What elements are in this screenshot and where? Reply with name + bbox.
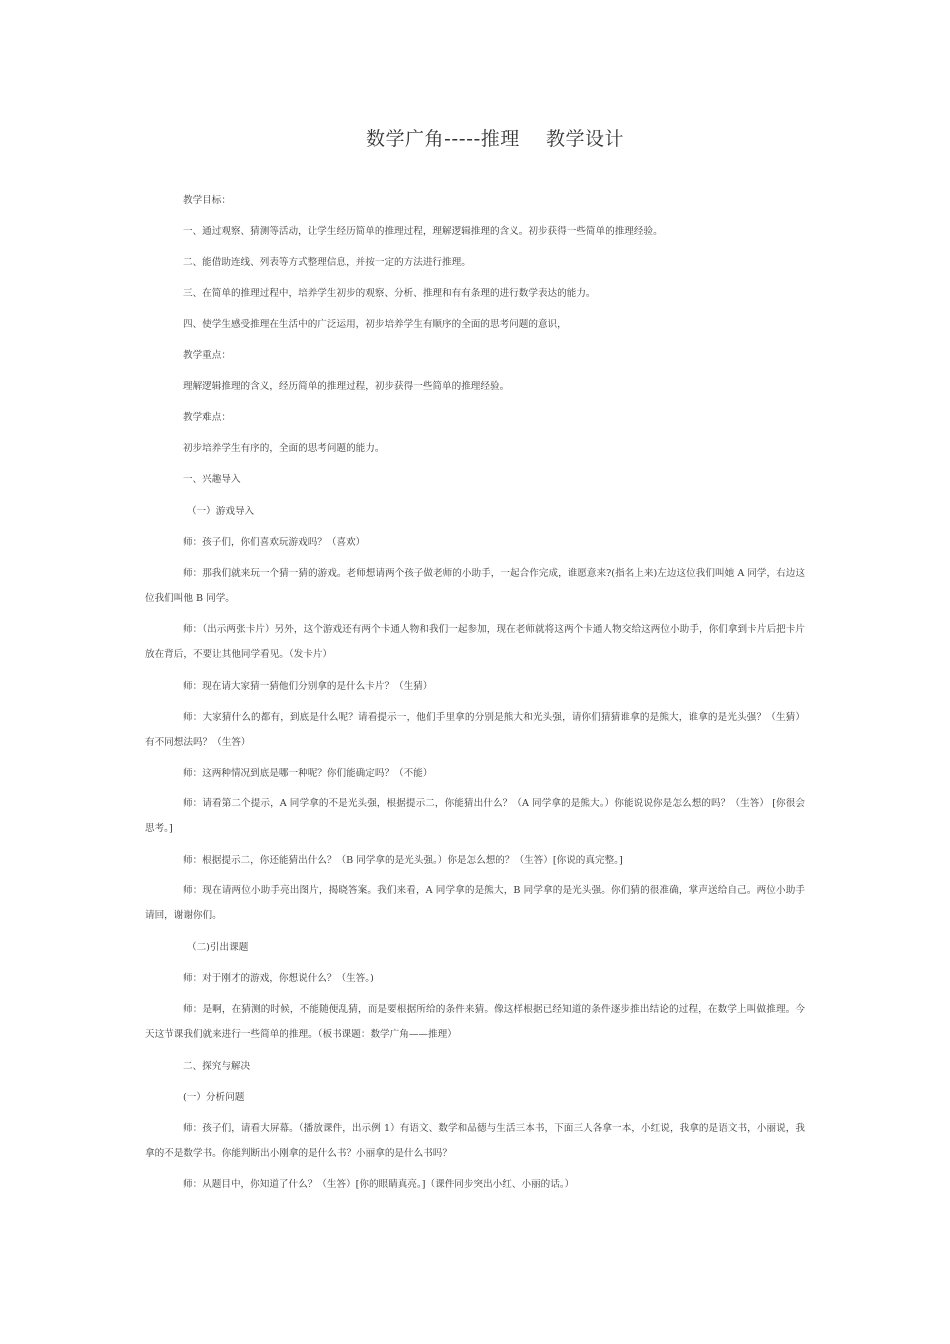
section-heading-difficulties: 教学难点： <box>183 412 231 423</box>
paragraph: 师：请看第二个提示，A 同学拿的不是光头强，根据提示二，你能猜出什么？（A 同学拿的是熊大。）你能说说你是怎么想的吗？（生答） [你很会思考。] <box>145 798 805 834</box>
section-heading: 一、兴趣导入 <box>183 474 241 485</box>
paragraph: 师：那我们就来玩一个猜一猜的游戏。老师想请两个孩子做老师的小助手，一起合作完成，谁愿意来?(指名上来)左边这位我们叫她 A 同学，右边这位我们叫他 B 同学。 <box>145 568 805 604</box>
subsection-heading: （一）游戏导入 <box>187 506 255 517</box>
paragraph: 师：（出示两张卡片）另外，这个游戏还有两个卡通人物和我们一起参加，现在老师就将这两个卡通人物交给这两位小助手，你们拿到卡片后把卡片放在背后，不要让其他同学看见。（发卡片） <box>145 624 805 660</box>
paragraph: 师：这两种情况到底是哪一种呢？你们能确定吗？（不能） <box>183 768 433 779</box>
subsection-heading: (一）分析问题 <box>183 1092 245 1103</box>
paragraph: 初步培养学生有序的，全面的思考问题的能力。 <box>183 443 385 454</box>
subsection-heading: （二)引出课题 <box>187 942 249 953</box>
section-heading-objectives: 教学目标： <box>183 195 231 206</box>
paragraph: 师：现在请大家猜一猜他们分别拿的是什么卡片？（生猜） <box>183 681 433 692</box>
paragraph: 师：大家猜什么的都有，到底是什么呢？请看提示一，他们手里拿的分别是熊大和光头强，请你们猜猜谁拿的是熊大，谁拿的是光头强？（生猜）有不同想法吗？（生答） <box>145 712 805 748</box>
paragraph: 师：对于刚才的游戏，你想说什么？（生答。) <box>183 973 374 984</box>
section-heading-key-points: 教学重点： <box>183 350 231 361</box>
paragraph: 师：现在请两位小助手亮出图片，揭晓答案。我们来看，A 同学拿的是熊大，B 同学拿的是光头强。你们猜的很准确，掌声送给自己。两位小助手请回，谢谢你们。 <box>145 885 805 921</box>
paragraph: 师：孩子们，请看大屏幕。（播放课件，出示例 1）有语文、数学和品德与生活三本书，下面三人各拿一本，小红说，我拿的是语文书，小丽说，我拿的不是数学书。你能判断出小刚拿的是什么书？小丽拿的是什么书吗？ <box>145 1123 805 1159</box>
paragraph: 理解逻辑推理的含义，经历简单的推理过程，初步获得一些简单的推理经验。 <box>183 381 510 392</box>
paragraph: 四、使学生感受推理在生活中的广泛运用，初步培养学生有顺序的全面的思考问题的意识， <box>183 319 567 330</box>
paragraph: 师：孩子们，你们喜欢玩游戏吗？（喜欢） <box>183 537 366 548</box>
paragraph: 师：根据提示二，你还能猜出什么？（B 同学拿的是光头强。）你是怎么想的？（生答）[你说的真完整。] <box>183 855 623 866</box>
paragraph: 师：是啊，在猜测的时候，不能随便乱猜，而是要根据所给的条件来猜。像这样根据已经知道的条件逐步推出结论的过程，在数学上叫做推理。今天这节课我们就来进行一些简单的推理。（板书课题：数学广角——推理） <box>145 1004 805 1040</box>
paragraph: 师：从题目中，你知道了什么？（生答）[你的眼睛真亮。]（课件同步突出小红、小丽的话。） <box>183 1179 575 1190</box>
document-title: 数学广角-----推理 教学设计 <box>366 128 624 150</box>
paragraph: 二、能借助连线、列表等方式整理信息，并按一定的方法进行推理。 <box>183 257 471 268</box>
section-heading: 二、探究与解决 <box>183 1061 251 1072</box>
paragraph: 三、在简单的推理过程中，培养学生初步的观察、分析、推理和有有条理的进行数学表达的能力。 <box>183 288 596 299</box>
paragraph: 一、通过观察、猜测等活动，让学生经历简单的推理过程，理解逻辑推理的含义。初步获得一些简单的推理经验。 <box>183 226 663 237</box>
